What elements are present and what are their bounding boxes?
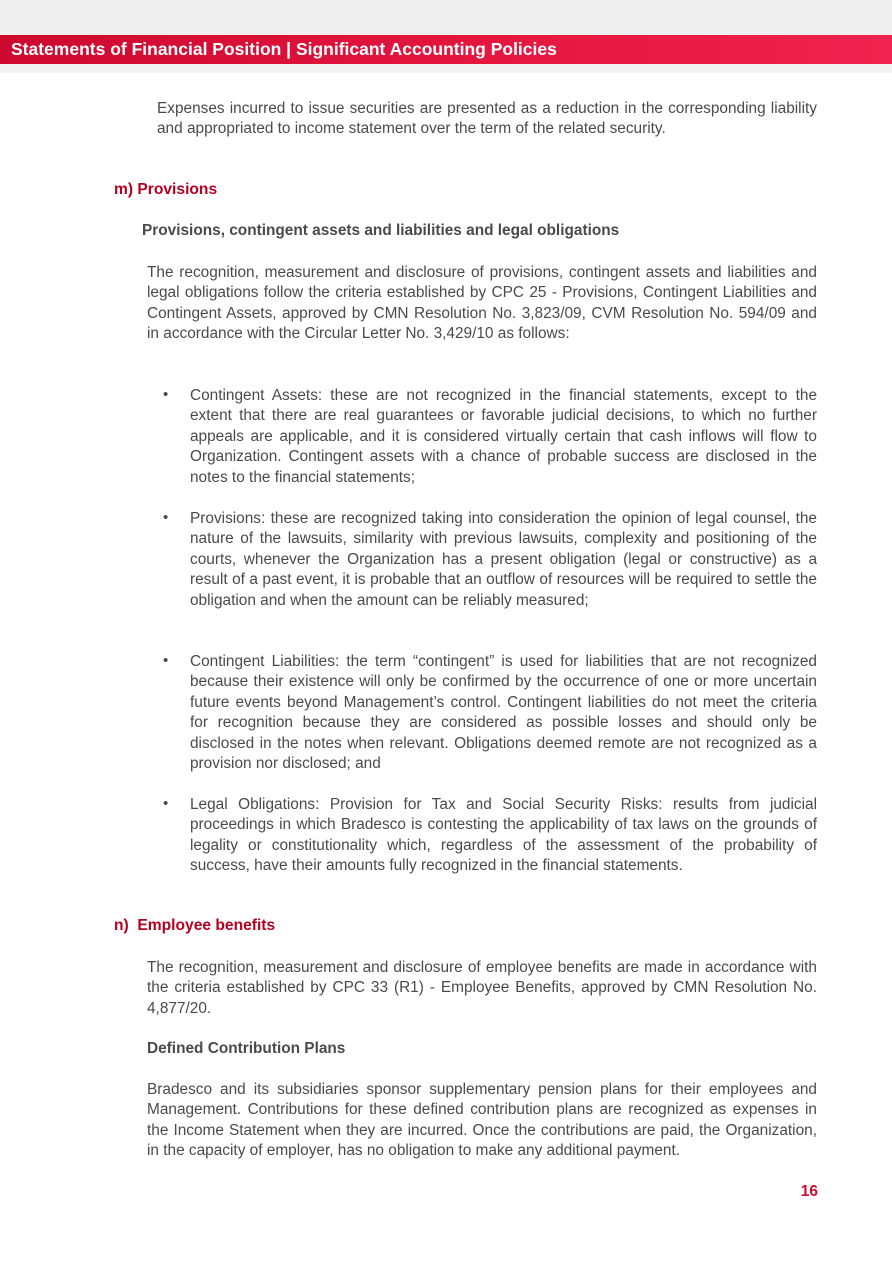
page-header-title: Statements of Financial Position | Significant Accounting Policies	[11, 39, 557, 59]
bullet-marker: •	[163, 386, 169, 403]
page-number: 16	[800, 1183, 818, 1200]
bullet-legal-obligations: Legal Obligations: Provision for Tax and Social Security Risks: results from judicial proceedings in which Bradesco is contesting the applicability of tax laws on the grounds of legality or constitutionality which, regardless of the assessment of the probability of success, have their amounts fully recognized in the financial statements.	[190, 796, 817, 875]
top-strip	[0, 0, 892, 35]
section-n-paragraph: The recognition, measurement and disclosure of employee benefits are made in accordance with the criteria established by CPC 33 (R1) - Employee Benefits, approved by CMN Resolution No. 4,877/20.	[147, 959, 817, 1017]
header-shadow-strip	[0, 64, 892, 73]
bullet-contingent-liabilities: Contingent Liabilities: the term “contingent” is used for liabilities that are not recognized because their existence will only be confirmed by the occurrence of one or more uncertain future events beyond Management’s control. Contingent liabilities do not meet the criteria for recognition because they are considered as possible losses and should only be disclosed in the notes when relevant. Obligations deemed remote are not recognized as a provision nor disclosed; and	[190, 653, 817, 773]
bullet-marker: •	[163, 509, 169, 526]
section-n-subheading: Defined Contribution Plans	[147, 1040, 346, 1057]
header-bar	[0, 35, 892, 64]
section-m-heading: m) Provisions	[114, 181, 218, 198]
bullet-marker: •	[163, 795, 169, 812]
bullet-marker: •	[163, 652, 169, 669]
section-n-heading: n) Employee benefits	[114, 917, 276, 934]
section-n-paragraph-2: Bradesco and its subsidiaries sponsor supplementary pension plans for their employees and Management. Contributions for these defined contribution plans are recognized as expenses in the Income Statement when they are incurred. Once the contributions are paid, the Organization, in the capacity of employer, has no obligation to make any additional payment.	[147, 1081, 817, 1160]
section-m-paragraph: The recognition, measurement and disclosure of provisions, contingent assets and liabilities and legal obligations follow the criteria established by CPC 25 - Provisions, Contingent Liabilities and Contingent Assets, approved by CMN Resolution No. 3,823/09, CVM Resolution No. 594/09 and in accordance with the Circular Letter No. 3,429/10 as follows:	[147, 264, 817, 343]
bullet-provisions: Provisions: these are recognized taking into consideration the opinion of legal counsel, the nature of the lawsuits, similarity with previous lawsuits, complexity and positioning of the courts, whenever the Organization has a present obligation (legal or constructive) as a result of a past event, it is probable that an outflow of resources will be required to settle the obligation and when the amount can be reliably measured;	[190, 510, 817, 609]
bullet-contingent-assets: Contingent Assets: these are not recognized in the financial statements, except to the extent that there are real guarantees or favorable judicial decisions, to which no further appeals are applicable, and it is considered virtually certain that cash inflows will flow to Organization. Contingent assets with a chance of probable success are disclosed in the notes to the financial statements;	[190, 387, 817, 486]
section-m-subheading: Provisions, contingent assets and liabilities and legal obligations	[142, 222, 620, 239]
intro-paragraph: Expenses incurred to issue securities are presented as a reduction in the corresponding liability and appropriated to income statement over the term of the related security.	[157, 100, 817, 138]
